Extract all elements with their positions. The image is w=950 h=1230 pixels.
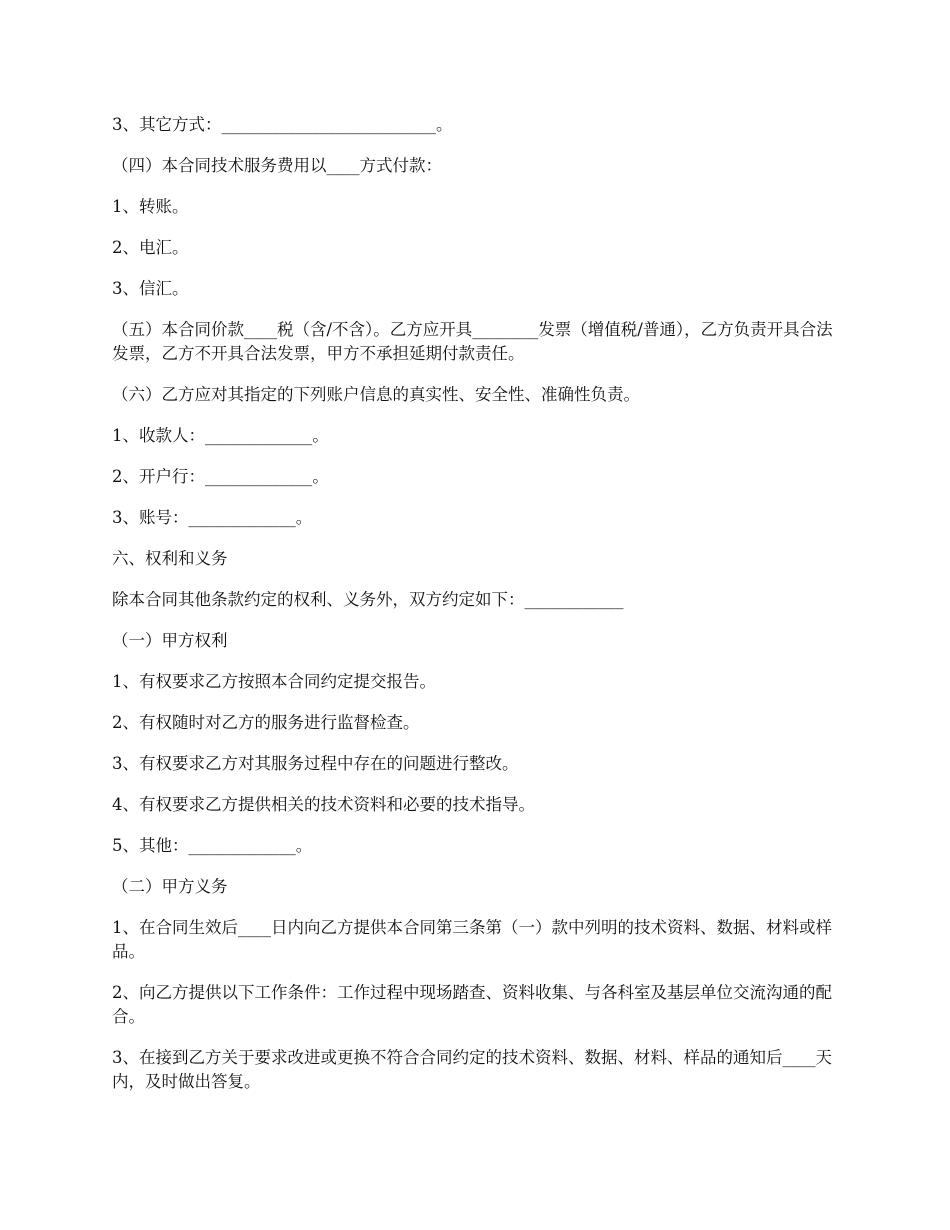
list-item: 1、转账。 bbox=[112, 197, 189, 216]
list-item: 1、在合同生效后____日内向乙方提供本合同第三条第（一）款中列明的技术资料、数据、材料或样品。 bbox=[112, 918, 832, 961]
clause-payment-method-heading: （四）本合同技术服务费用以____方式付款： bbox=[112, 156, 442, 175]
list-item: 3、账号：_____________。 bbox=[112, 508, 313, 527]
list-item: 2、开户行：_____________。 bbox=[112, 467, 329, 486]
subsection-heading-party-a-rights: （一）甲方权利 bbox=[112, 631, 228, 650]
list-item: 2、电汇。 bbox=[112, 238, 189, 257]
list-item: 3、有权要求乙方对其服务过程中存在的问题进行整改。 bbox=[112, 754, 519, 773]
list-item: 4、有权要求乙方提供相关的技术资料和必要的技术指导。 bbox=[112, 795, 535, 814]
list-item: 1、收款人：_____________。 bbox=[112, 426, 329, 445]
clause-account-info-heading: （六）乙方应对其指定的下列账户信息的真实性、安全性、准确性负责。 bbox=[112, 385, 640, 404]
clause-other-method: 3、其它方式：__________________________。 bbox=[112, 115, 453, 134]
clause-invoice: （五）本合同价款____税（含/不含）。乙方应开具________发票（增值税/普通），乙方负责开具合法发票，乙方不开具合法发票，甲方不承担延期付款责任。 bbox=[112, 320, 833, 363]
clause-rights-intro: 除本合同其他条款约定的权利、义务外，双方约定如下：____________ bbox=[112, 590, 624, 609]
list-item: 5、其他：_____________。 bbox=[112, 836, 313, 855]
list-item: 2、向乙方提供以下工作条件：工作过程中现场踏查、资料收集、与各科室及基层单位交流沟通的配合。 bbox=[112, 983, 832, 1026]
subsection-heading-party-a-obligations: （二）甲方义务 bbox=[112, 877, 228, 896]
list-item: 2、有权随时对乙方的服务进行监督检查。 bbox=[112, 713, 420, 732]
list-item: 3、在接到乙方关于要求改进或更换不符合合同约定的技术资料、数据、材料、样品的通知后____天内，及时做出答复。 bbox=[112, 1048, 832, 1091]
section-heading-rights-obligations: 六、权利和义务 bbox=[112, 549, 228, 568]
list-item: 1、有权要求乙方按照本合同约定提交报告。 bbox=[112, 672, 436, 691]
document-body bbox=[112, 113, 842, 1111]
list-item: 3、信汇。 bbox=[112, 279, 189, 298]
